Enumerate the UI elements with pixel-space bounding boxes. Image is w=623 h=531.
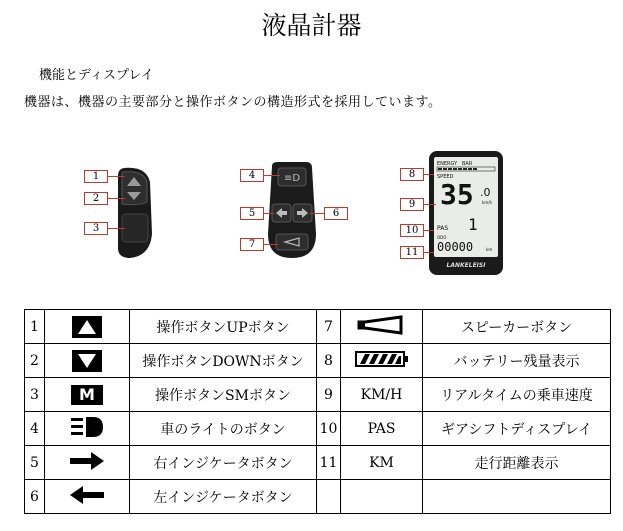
speed-label: SPEED (437, 174, 454, 180)
right-arrow-icon-cell (45, 446, 130, 480)
row-number: 7 (317, 310, 341, 344)
row-description: スピーカーボタン (423, 310, 611, 344)
row-number (317, 480, 341, 514)
svg-text:≡D: ≡D (283, 173, 301, 184)
up-button-icon-cell (45, 310, 130, 344)
row-description: 走行距離表示 (423, 446, 611, 480)
left-arrow-icon-cell (45, 480, 130, 514)
pas-label: PAS (437, 225, 449, 232)
callout-label: 10 (400, 224, 424, 237)
callout-label: 8 (400, 168, 424, 181)
headlight-icon (67, 415, 107, 439)
row-number: 1 (25, 310, 45, 344)
bar-label: BAR (462, 161, 473, 167)
section-heading: 機能とディスプレイ (39, 68, 154, 83)
callout-label: 4 (240, 169, 264, 182)
row-number: 10 (317, 412, 341, 446)
function-table (24, 309, 611, 514)
callout-label: 1 (84, 170, 108, 183)
pas-value: 1 (468, 215, 478, 234)
row-description: 操作ボタンDOWNボタン (130, 344, 317, 378)
m-icon: M (71, 385, 103, 405)
callout-label: 6 (324, 207, 348, 220)
row-symbol (341, 480, 423, 514)
battery-icon (354, 349, 410, 369)
speed-value: 35 (440, 178, 474, 211)
callout-label: 5 (240, 207, 264, 220)
energy-label: ENERGY (437, 161, 458, 167)
row-description: 車のライトのボタン (130, 412, 317, 446)
row-symbol: KM/H (341, 378, 423, 412)
callout-label: 9 (400, 198, 424, 211)
right-arrow-icon (67, 450, 107, 472)
table-row (25, 412, 611, 446)
odo-label: ODO (437, 235, 447, 240)
row-number: 8 (317, 344, 341, 378)
row-number: 2 (25, 344, 45, 378)
row-description: 操作ボタンUPボタン (130, 310, 317, 344)
down-triangle-icon (72, 350, 102, 372)
table-row (25, 310, 611, 344)
down-button-icon-cell (45, 344, 130, 378)
callout-label: 2 (84, 192, 108, 205)
row-symbol: KM (341, 446, 423, 480)
row-description: リアルタイムの乗車速度 (423, 378, 611, 412)
row-number: 6 (25, 480, 45, 514)
row-description: ギアシフトディスプレイ (423, 412, 611, 446)
m-button-icon-cell (45, 378, 130, 412)
row-description: 操作ボタンSMボタン (130, 378, 317, 412)
speed-unit: km/h (482, 200, 493, 205)
row-description (423, 480, 611, 514)
table-row (25, 480, 611, 514)
page-title: 液晶計器 (261, 11, 362, 40)
odo-unit: km (486, 247, 493, 252)
odo-value: 00000 (437, 240, 474, 254)
row-description: 右インジケータボタン (130, 446, 317, 480)
row-number: 4 (25, 412, 45, 446)
lcd-display-illustration (428, 150, 504, 276)
row-number: 3 (25, 378, 45, 412)
horn-icon-cell (341, 310, 423, 344)
left-arrow-icon (67, 484, 107, 506)
row-number: 11 (317, 446, 341, 480)
callout-label: 7 (240, 238, 264, 251)
row-symbol: PAS (341, 412, 423, 446)
row-number: 5 (25, 446, 45, 480)
up-triangle-icon (72, 316, 102, 338)
horn-icon (355, 315, 409, 335)
speed-decimal: .0 (480, 186, 491, 199)
table-row (25, 344, 611, 378)
table-row (25, 378, 611, 412)
row-description: 左インジケータボタン (130, 480, 317, 514)
headlight-icon-cell (45, 412, 130, 446)
callout-label: 11 (400, 246, 424, 259)
brand-label: LANKELEISI (446, 262, 486, 269)
row-number: 9 (317, 378, 341, 412)
description-text: 機器は、機器の主要部分と操作ボタンの構造形式を採用しています。 (24, 95, 442, 110)
battery-icon-cell (341, 344, 423, 378)
callout-label: 3 (84, 222, 108, 235)
row-description: バッテリー残量表示 (423, 344, 611, 378)
table-row (25, 446, 611, 480)
lcd-display-figure (428, 150, 504, 276)
